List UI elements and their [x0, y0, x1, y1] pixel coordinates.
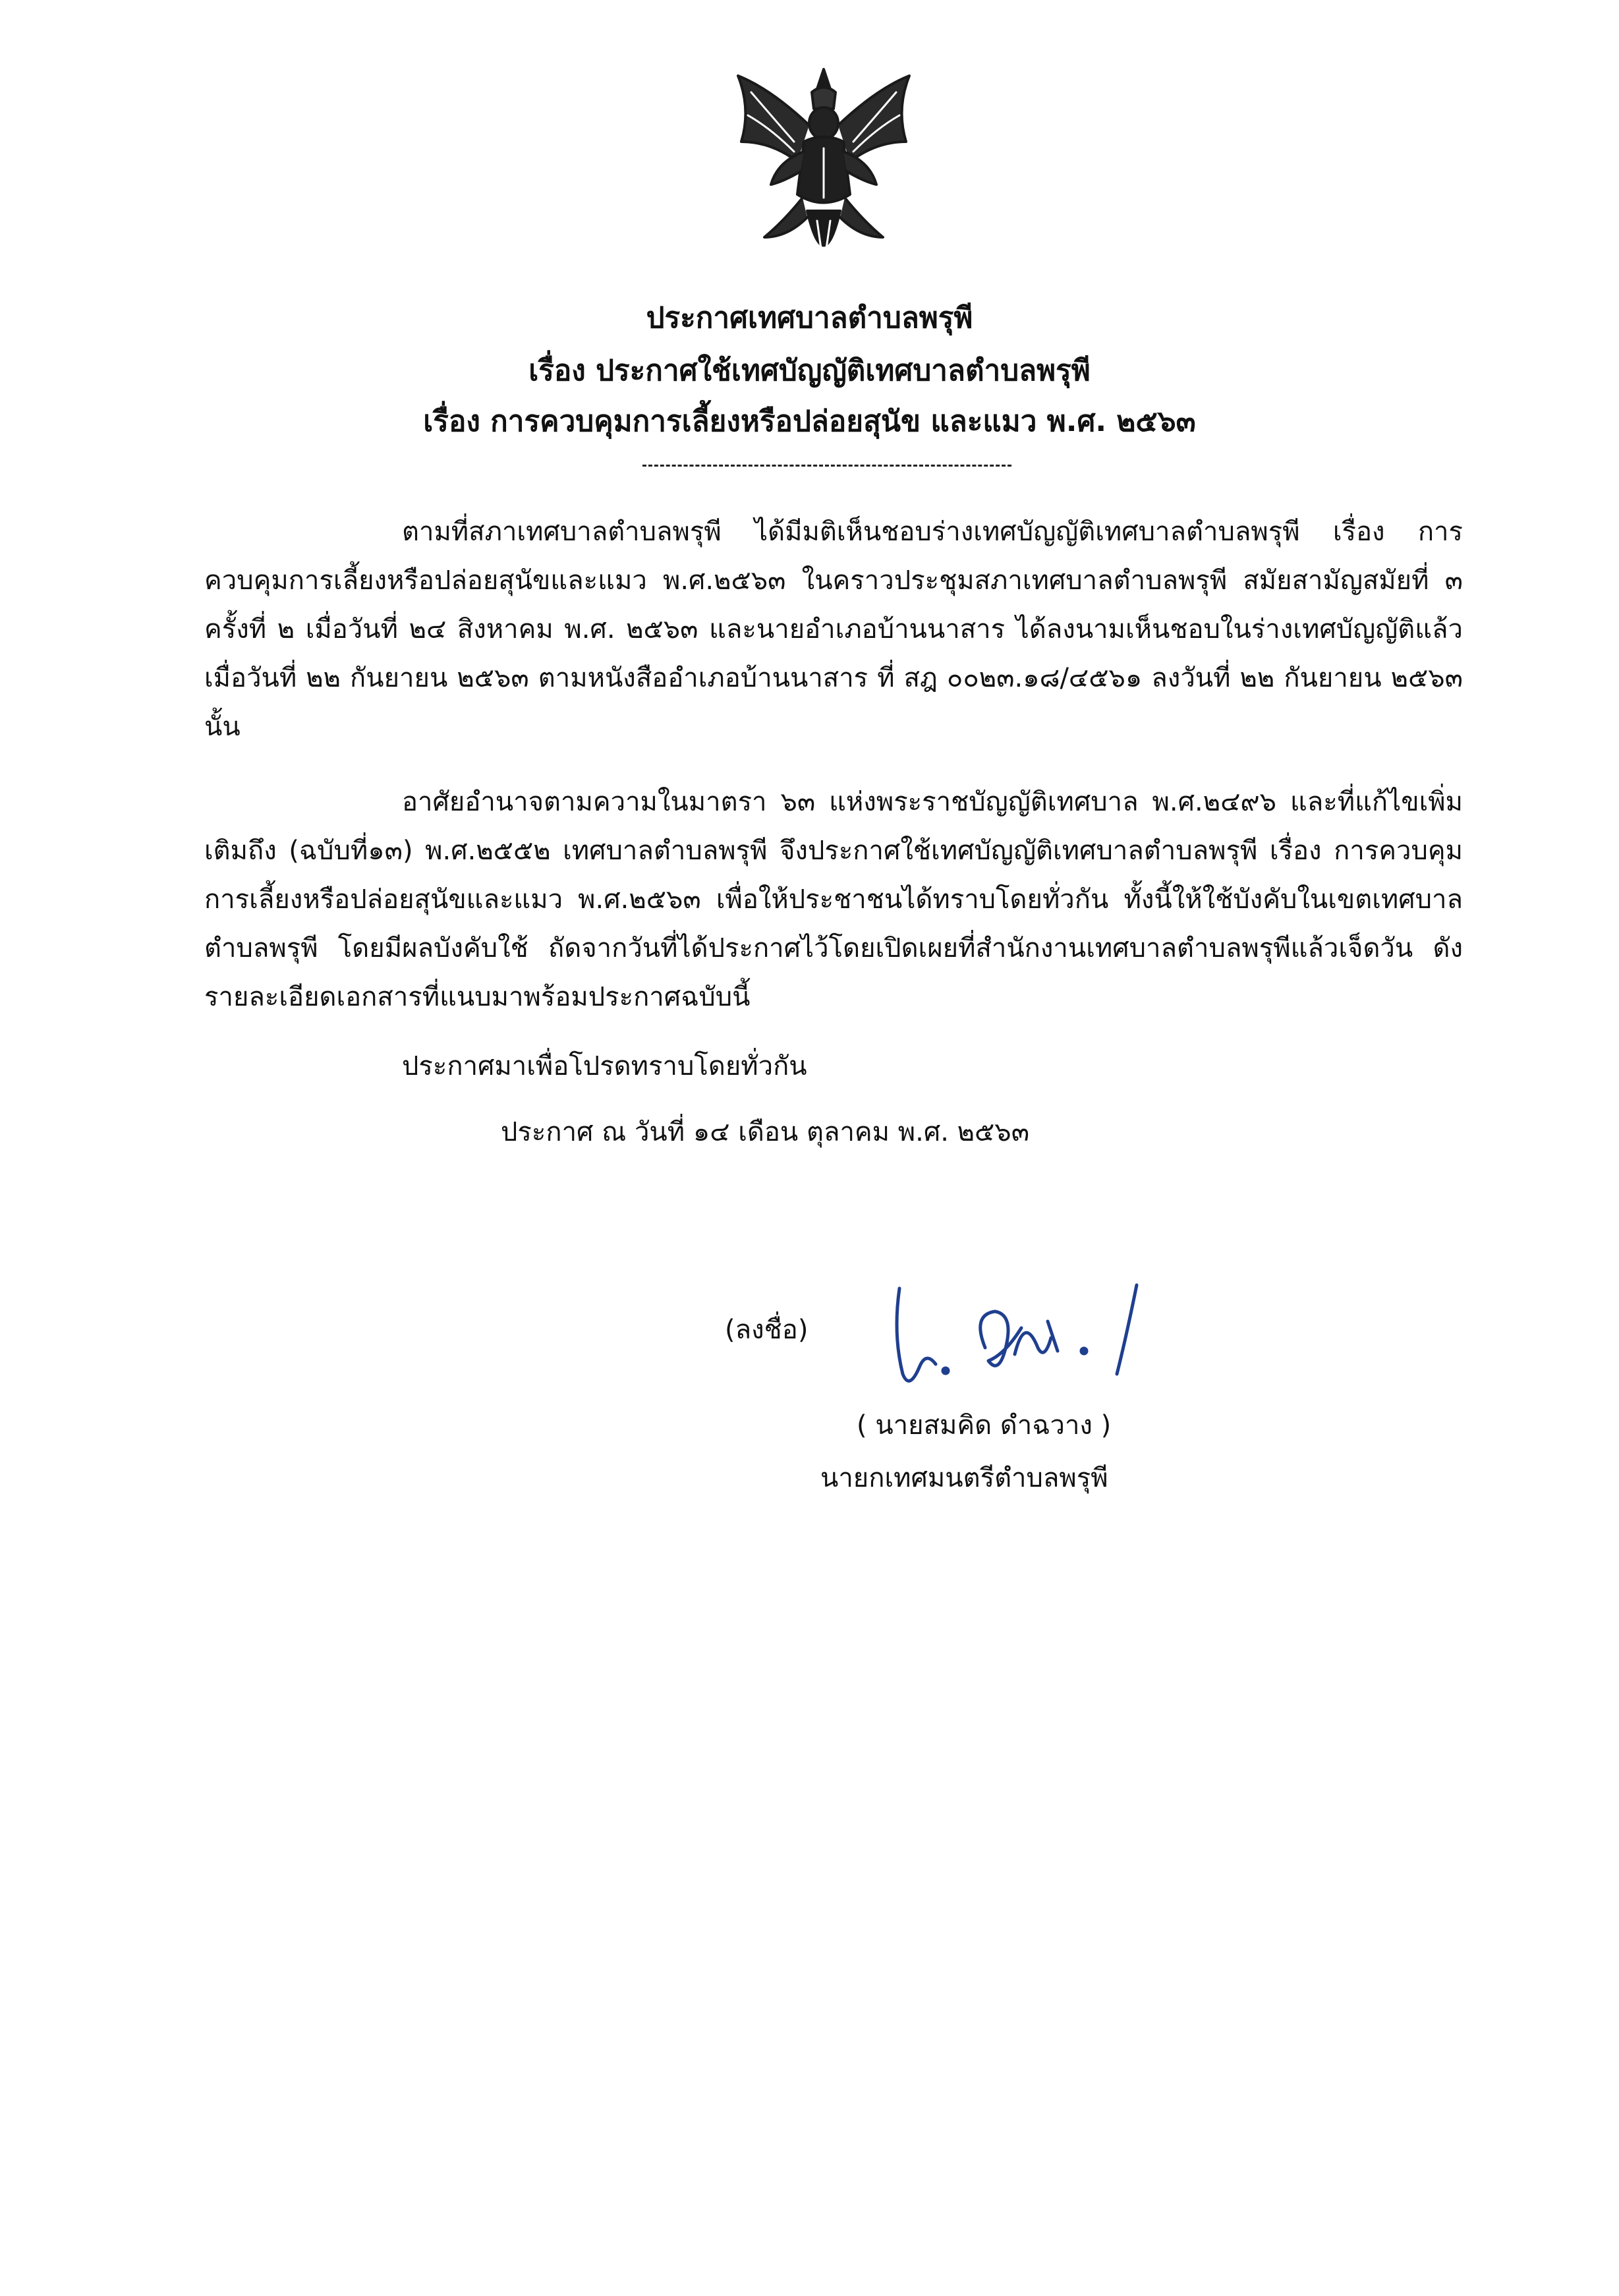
signature-label: (ลงชื่อ) [725, 1315, 809, 1345]
title-divider [642, 465, 1011, 467]
handwritten-signature [873, 1275, 1156, 1400]
body-paragraph-2: อาศัยอำนาจตามความในมาตรา ๖๓ แห่งพระราชบัญญัติเทศบาล พ.ศ.๒๔๙๖ และที่แก้ไขเพิ่มเติมถึง (ฉบับที่๑๓) พ.ศ.๒๕๕๒ เทศบาลตำบลพรุพี จึงประกาศใช้เทศบัญญัติเทศบาลตำบลพรุพี เรื่อง การควบคุมการเลี้ยงหรือปล่อยสุนัขและแมว พ.ศ.๒๕๖๓ เพื่อให้ประชาชนได้ทราบโดยทั่วกัน ทั้งนี้ให้ใช้บังคับในเขตเทศบาลตำบลพรุพี โดยมีผลบังคับใช้ ถัดจากวันที่ได้ประกาศไว้โดยเปิดเผยที่สำนักงานเทศบาลตำบลพรุพีแล้วเจ็ดวัน ดังรายละเอียดเอกสารที่แนบมาพร้อมประกาศฉบับนี้ [204, 787, 1463, 1012]
signer-name: ( นายสมคิด ดำฉวาง ) [857, 1410, 1112, 1441]
body-paragraph-1: ตามที่สภาเทศบาลตำบลพรุพี ได้มีมติเห็นชอบร่างเทศบัญญัติเทศบาลตำบลพรุพี เรื่อง การควบคุมการเลี้ยงหรือปล่อยสุนัขและแมว พ.ศ.๒๕๖๓ ในคราวประชุมสภาเทศบาลตำบลพรุพี สมัยสามัญสมัยที่ ๓ ครั้งที่ ๒ เมื่อวันที่ ๒๔ สิงหาคม พ.ศ. ๒๕๖๓ และนายอำเภอบ้านนาสาร ได้ลงนามเห็นชอบในร่างเทศบัญญัติแล้ว เมื่อวันที่ ๒๒ กันยายน ๒๕๖๓ ตามหนังสืออำเภอบ้านนาสาร ที่ สฎ ๐๐๒๓.๑๘/๔๕๖๑ ลงวันที่ ๒๒ กันยายน ๒๕๖๓ นั้น [204, 517, 1463, 742]
signer-position: นายกเทศมนตรีตำบลพรุพี [820, 1463, 1108, 1493]
garuda-emblem-icon [725, 63, 923, 280]
announcement-date: ประกาศ ณ วันที่ ๑๔ เดือน ตุลาคม พ.ศ. ๒๕๖๓ [501, 1117, 1030, 1147]
announcement-topic: เรื่อง การควบคุมการเลี้ยงหรือปล่อยสุนัข และแมว พ.ศ. ๒๕๖๓ [423, 405, 1196, 438]
announcement-subject: เรื่อง ประกาศใช้เทศบัญญัติเทศบาลตำบลพรุพี [528, 354, 1091, 387]
closing-statement: ประกาศมาเพื่อโปรดทราบโดยทั่วกัน [402, 1051, 807, 1081]
announcement-title: ประกาศเทศบาลตำบลพรุพี [646, 301, 973, 335]
